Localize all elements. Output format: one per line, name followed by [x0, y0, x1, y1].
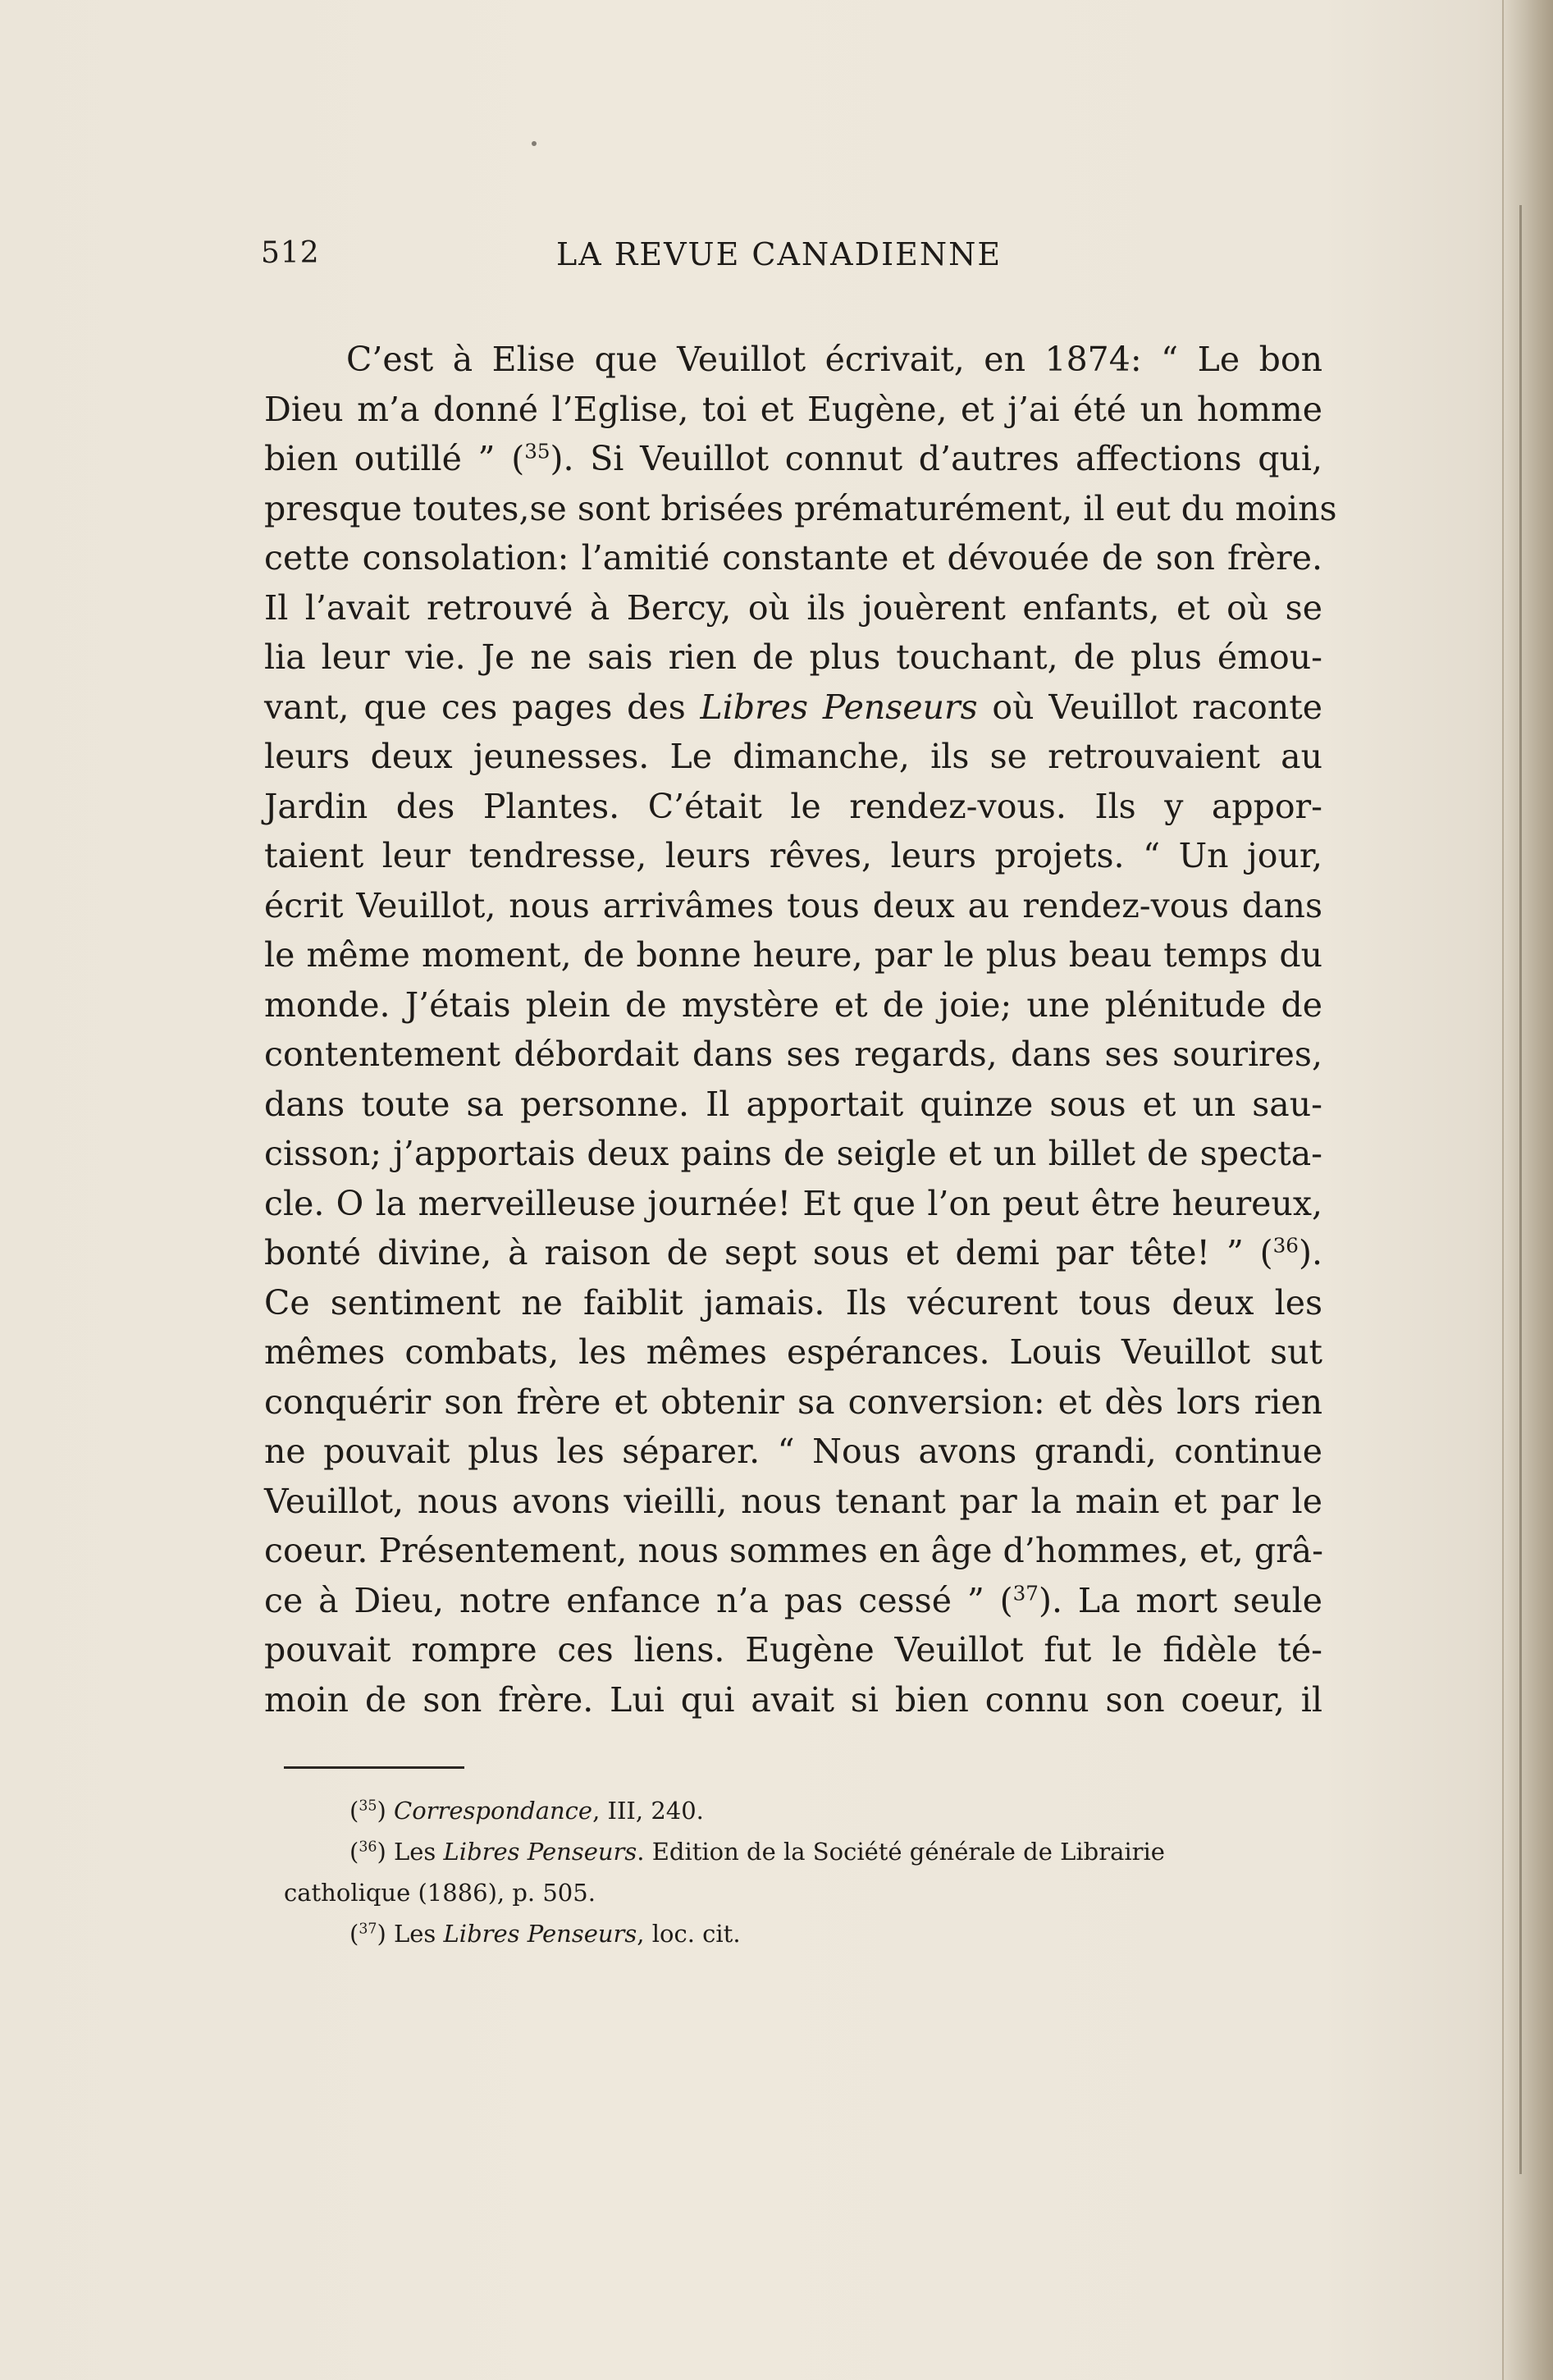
footnote-continuation: catholique (1886), p. 505.: [284, 1879, 596, 1907]
footnote-ref: 36: [1272, 1233, 1299, 1258]
text-line: leurs deux jeunesses. Le dimanche, ils se retrouvaient au: [264, 737, 1322, 776]
footnote-title: Libres Penseurs: [443, 1838, 637, 1866]
book-title: Libres Penseurs: [700, 687, 978, 727]
footnote-mark: 36: [359, 1839, 377, 1856]
page-edge: [1502, 0, 1553, 2380]
text-line: ne pouvait plus les séparer. “ Nous avons grandi, continue: [264, 1432, 1322, 1471]
footnotes: [284, 1790, 1334, 1954]
text-line: conquérir son frère et obtenir sa conversion: et dès lors rien: [264, 1382, 1322, 1422]
text-line: cette consolation: l’amitié constante et dévouée de son frère.: [264, 538, 1322, 578]
footnote-ref: 37: [1012, 1580, 1039, 1605]
footnote-mark: 37: [359, 1921, 377, 1938]
text-line: moin de son frère. Lui qui avait si bien connu son coeur, il: [264, 1679, 1322, 1720]
footnote-title: Correspondance: [394, 1797, 593, 1825]
footnote: ($^{37}$) Les Libres Penseurs, loc. cit.: [349, 1920, 741, 1948]
text-line: contentement débordait dans ses regards, dans ses sourires,: [264, 1035, 1322, 1074]
text-line: bonté divine, à raison de sept sous et demi par tête! ” ($^{36}$).: [264, 1233, 1322, 1272]
text-line: ce à Dieu, notre enfance n’a pas cessé ” ($^{37}$). La mort seule: [264, 1580, 1322, 1620]
footnote-text: Les: [394, 1838, 444, 1866]
footnote-text: , III, 240.: [592, 1797, 704, 1825]
footnote-rule: [284, 1766, 464, 1769]
text-line: Jardin des Plantes. C’était le rendez-vous. Ils y appor-: [264, 786, 1322, 826]
text-line: Veuillot, nous avons vieilli, nous tenant par la main et par le: [264, 1481, 1322, 1521]
text-line: C’est à Elise que Veuillot écrivait, en 1874: “ Le bon: [346, 340, 1322, 379]
text-line: coeur. Présentement, nous sommes en âge d’hommes, et, grâ-: [264, 1531, 1323, 1570]
text-line: pouvait rompre ces liens. Eugène Veuillot fut le fidèle té-: [264, 1630, 1322, 1670]
text-line: presque toutes,se sont brisées prématurément, il eut du moins: [264, 488, 1337, 528]
page-number: 512: [261, 236, 320, 270]
text-line: le même moment, de bonne heure, par le plus beau temps du: [264, 935, 1322, 975]
text-line: cisson; j’apportais deux pains de seigle et un billet de specta-: [264, 1134, 1322, 1173]
footnote-text: . Edition de la Société générale de Librairie: [637, 1838, 1165, 1866]
footnote: ($^{36}$) Les Libres Penseurs. Edition de la Société générale de Librairie: [349, 1838, 1165, 1866]
text-line: Ce sentiment ne faiblit jamais. Ils vécurent tous deux les: [264, 1282, 1322, 1322]
footnote: ($^{35}$) Correspondance, III, 240.: [349, 1797, 704, 1825]
footnote-ref: 35: [524, 439, 550, 464]
speck: [532, 141, 537, 146]
text-line: écrit Veuillot, nous arrivâmes tous deux au rendez-vous dans: [264, 885, 1322, 925]
text-line: bien outillé ” ($^{35}$). Si Veuillot connut d’autres affections qui,: [264, 439, 1322, 478]
text-line: Dieu m’a donné l’Eglise, toi et Eugène, et j’ai été un homme: [264, 389, 1322, 429]
body-text: [264, 335, 1337, 1724]
page-header: [261, 236, 1327, 286]
binding-shadow: [1519, 205, 1522, 2174]
text-line: lia leur vie. Je ne sais rien de plus touchant, de plus émou-: [264, 637, 1322, 677]
footnote-text: , loc. cit.: [637, 1920, 741, 1948]
text-line: monde. J’étais plein de mystère et de joie; une plénitude de: [264, 984, 1322, 1025]
running-head: LA REVUE CANADIENNE: [556, 236, 1003, 272]
text-line: mêmes combats, les mêmes espérances. Louis Veuillot sut: [264, 1332, 1322, 1372]
text-line: taient leur tendresse, leurs rêves, leurs projets. “ Un jour,: [264, 836, 1322, 875]
footnote-text: Les: [394, 1920, 444, 1948]
text-line: dans toute sa personne. Il apportait quinze sous et un sau-: [264, 1084, 1322, 1124]
footnote-mark: 35: [359, 1798, 377, 1815]
text-line: Il l’avait retrouvé à Bercy, où ils jouèrent enfants, et où se: [264, 587, 1322, 628]
text-line: vant, que ces pages des Libres Penseurs où Veuillot raconte: [264, 687, 1322, 727]
footnote-title: Libres Penseurs: [443, 1920, 637, 1948]
text-line: cle. O la merveilleuse journée! Et que l’on peut être heureux,: [264, 1183, 1322, 1223]
